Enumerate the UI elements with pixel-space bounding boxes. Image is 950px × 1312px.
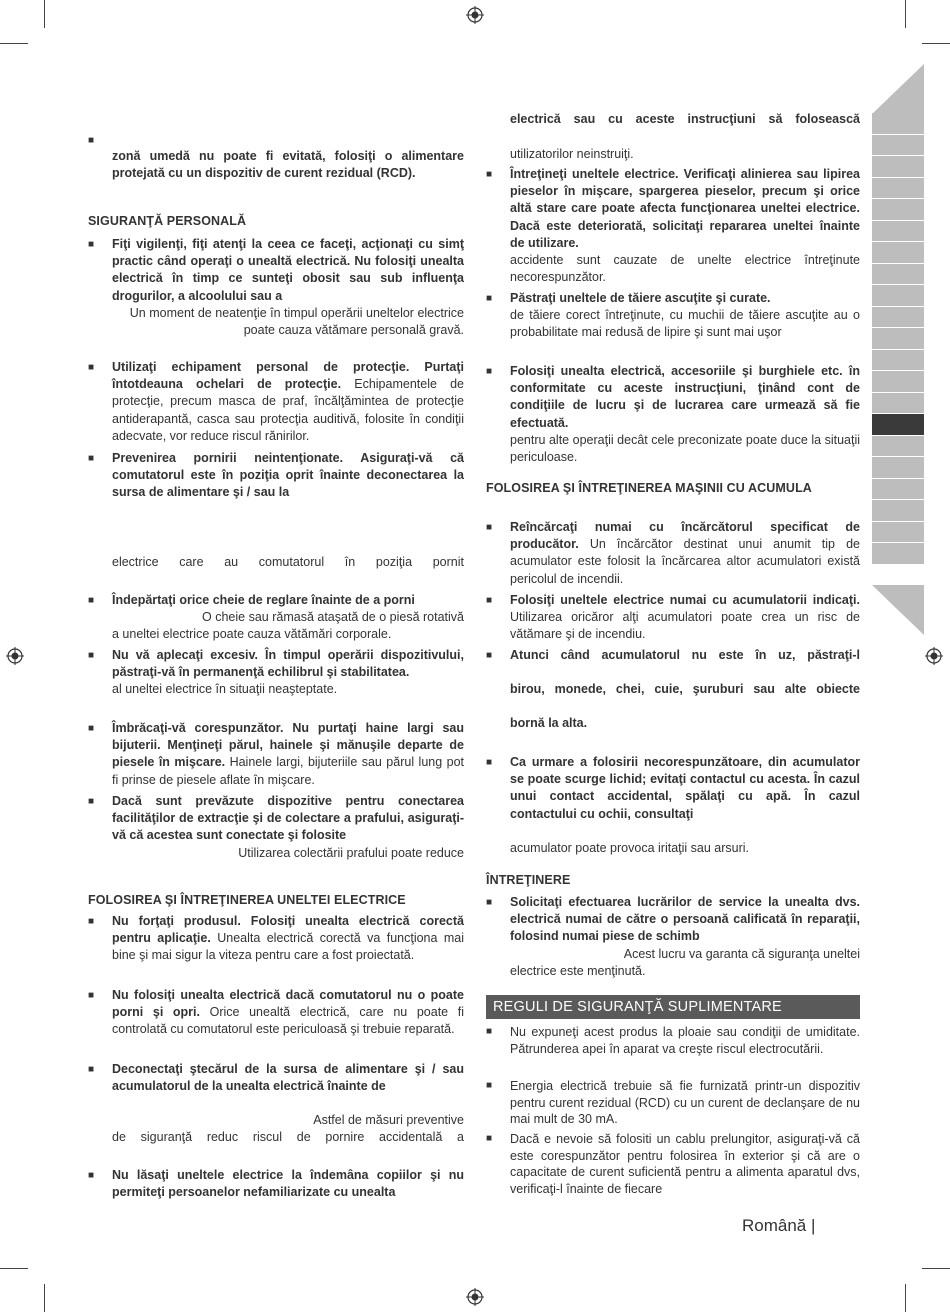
item-text: utilizatorilor neinstruiţi. (510, 147, 634, 162)
list-item (486, 894, 860, 980)
tab-strip-bottom-cap (872, 585, 924, 635)
tab-strip-top-cap (872, 64, 924, 114)
item-text-bold: Folosiţi unealta electrică, accesoriile şi burghiele etc. în conformitate cu aceste instrucţiuni, ţinând cont de condiţiile de lucru şi de lucrarea care urmează să fie efectuată. (510, 364, 860, 430)
registration-mark-icon (925, 647, 943, 665)
item-text-bold: Îndepărtaţi orice cheie de reglare înainte de a porni (112, 593, 415, 607)
bullet-icon: ■ (88, 453, 95, 464)
registration-mark-icon (466, 1288, 484, 1306)
item-text-bold: birou, monede, chei, cuie, şuruburi sau alte obiecte (510, 682, 860, 697)
bullet-icon: ■ (486, 169, 493, 180)
item-text-bold: Reîncărcaţi numai cu încărcătorul specificat de producător. (510, 520, 860, 552)
list-item (88, 793, 464, 862)
item-text: de siguranţă reduc riscul de pornire accidentală a (112, 1130, 464, 1145)
registration-mark-icon (6, 647, 24, 665)
item-text-bold: Dacă sunt prevăzute dispozitive pentru conectarea facilităţilor de extracţie şi de colectare a prafului, asiguraţi-vă că acestea sunt conectate şi folosite (112, 794, 464, 843)
language-tab[interactable] (872, 178, 924, 200)
bullet-icon: ■ (88, 990, 95, 1001)
list-item (486, 592, 860, 644)
item-text-bold: electrică sau cu aceste instrucţiuni să folosească (510, 112, 860, 126)
language-tab[interactable] (872, 393, 924, 415)
language-tab[interactable] (872, 350, 924, 372)
list-item (486, 754, 860, 857)
item-text: Orice unealtă electrică, care nu poate fi controlată cu comutatorul este periculoasă şi trebuie reparată. (112, 1005, 464, 1037)
bullet-icon: ■ (88, 239, 95, 250)
list-item (88, 359, 464, 445)
list-item (486, 290, 860, 342)
item-text: de tăiere corect întreţinute, cu muchii de tăiere ascuţite au o probabilitate mai redusă de lipire şi sunt mai uşor (510, 308, 860, 340)
list-item (486, 1131, 860, 1197)
registration-mark-icon (466, 6, 484, 24)
item-text: O cheie sau rămasă ataşată de o piesă rotativă (202, 610, 464, 625)
list-item (88, 1167, 464, 1201)
bullet-icon: ■ (486, 522, 493, 533)
item-text-bold: Atunci când acumulatorul nu este în uz, păstraţi-l (510, 648, 860, 662)
item-text: Utilizarea oricăror alţi acumulatori poate crea un risc de vătămare şi de incendiu. (510, 610, 860, 642)
item-text: zonă umedă nu poate fi evitată, folosiţi o alimentare protejată cu un dispozitiv de curent rezidual (RCD). (112, 149, 464, 181)
language-tab[interactable] (872, 328, 924, 350)
crop-mark (0, 1268, 28, 1269)
list-item (88, 1061, 464, 1095)
item-text: electrice care au comutatorul în poziţia pornit (112, 555, 464, 569)
list-item (88, 148, 464, 182)
language-tab[interactable] (872, 199, 924, 221)
item-text: accidente sunt cauzate de unelte electrice întreţinute necorespunzător. (510, 253, 860, 285)
item-text-bold: Nu folosiţi unealta electrică dacă comutatorul nu o poate porni şi opri. (112, 988, 464, 1020)
item-text: Utilizarea colectării prafului poate reduce (238, 845, 464, 860)
bullet-icon: ■ (486, 897, 493, 908)
item-text: Energia electrică trebuie să fie furnizată printr-un dispozitiv pentru curent rezidual (RCD) cu un curent de declanşare de nu mai mult de 30 mA. (510, 1079, 860, 1126)
bullet-icon: ■ (88, 362, 95, 373)
bullet-icon: ■ (486, 595, 493, 606)
item-text: Un încărcător destinat unui anumit tip de acumulator este folosit la încărcarea altor acumulatori există pericolul de incendii. (510, 537, 860, 586)
language-tab-active[interactable] (872, 414, 924, 436)
bullet-icon: ■ (88, 135, 95, 146)
page-language-label: Română | (742, 1216, 816, 1235)
list-item (88, 236, 464, 339)
language-tab[interactable] (872, 285, 924, 307)
item-text-bold: Nu lăsaţi uneltele electrice la îndemâna copiilor şi nu permiteţi persoanelor nefamiliarizate cu unealta (112, 1168, 464, 1200)
crop-mark (922, 43, 950, 44)
language-tab[interactable] (872, 543, 924, 565)
list-item-continuation (88, 1112, 464, 1146)
list-item (486, 166, 860, 286)
crop-mark (44, 0, 45, 28)
bullet-icon: ■ (88, 595, 95, 606)
bullet-icon: ■ (88, 796, 95, 807)
bullet-icon: ■ (88, 1064, 95, 1075)
bullet-icon: ■ (486, 1080, 493, 1091)
crop-mark (922, 1268, 950, 1269)
language-tab[interactable] (872, 264, 924, 286)
item-text-bold: Fiţi vigilenţi, fiţi atenţi la ceea ce faceţi, acţionaţi cu simţ practic când operaţi o unealtă electrică. Nu folosiţi unealta electrică în timp ce sunteţi obosit sau sub influenţa drogurilor, a alcoolului sau a (112, 237, 464, 303)
item-text-bold: Păstraţi uneltele de tăiere ascuţite şi curate. (510, 291, 771, 305)
item-text: Hainele largi, bijuteriile sau părul lung pot fi prinse de piesele aflate în mişcare. (112, 755, 464, 787)
item-text-bold: Nu forţaţi produsul. Folosiţi unealta electrică corectă pentru aplicaţie. (112, 914, 464, 946)
item-text-bold: Solicitaţi efectuarea lucrărilor de service la unealta dvs. electrică numai de către o persoană calificată în reparaţii, folosind numai piese de schimb (510, 895, 860, 944)
bullet-icon: ■ (88, 723, 95, 734)
item-text: Unealta electrică corectă va funcţiona mai bine şi mai sigur la viteza pentru care a fost proiectată. (112, 931, 465, 963)
item-text-bold: Nu vă aplecaţi excesiv. În timpul operării dispozitivului, păstraţi-vă în permanenţă echilibrul şi stabilitatea. (112, 648, 464, 680)
bullet-icon: ■ (486, 293, 493, 304)
item-text: pentru alte operaţii decât cele preconizate poate duce la situaţii periculoase. (510, 432, 860, 465)
list-item-continuation (88, 554, 464, 571)
crop-mark (905, 1284, 906, 1312)
item-text: Astfel de măsuri preventive (313, 1113, 464, 1127)
bullet-icon: ■ (486, 650, 493, 661)
list-item (88, 913, 464, 965)
list-item (486, 647, 860, 733)
item-text: Dacă e nevoie să folositi un cablu prelungitor, asiguraţi-vă că este corespunzător pentru folosirea în exterior şi că are o capacitate de curent suficientă pentru a alimenta aparatul dvs, verificaţi-l înainte de fiecare (510, 1132, 860, 1196)
list-item (486, 1078, 860, 1128)
list-item (88, 987, 464, 1039)
section-banner: REGULI DE SIGURANŢĂ SUPLIMENTARE (486, 995, 860, 1019)
item-text-bold: bornă la alta. (510, 716, 588, 731)
language-tab[interactable] (872, 522, 924, 544)
language-tab[interactable] (872, 307, 924, 329)
bullet-icon: ■ (486, 1133, 493, 1144)
item-text-bold: Îmbrăcaţi-vă corespunzător. Nu purtaţi haine largi sau bijuterii. Menţineţi părul, hainele şi mănuşile departe de piesele în mişcare. (112, 721, 464, 770)
bullet-icon: ■ (486, 1026, 493, 1037)
item-text-bold: Utilizaţi echipament personal de protecţie. Purtaţi întotdeauna ochelari de protecţie. (112, 360, 464, 392)
language-tab[interactable] (872, 156, 924, 178)
crop-mark (44, 1284, 45, 1312)
list-item (88, 647, 464, 699)
bullet-icon: ■ (88, 916, 95, 927)
bullet-icon: ■ (88, 1170, 95, 1181)
item-text-bold: Deconectaţi ştecărul de la sursa de alimentare şi / sau acumulatorul de la unealta electrică înainte de (112, 1062, 464, 1094)
item-text-bold: Prevenirea pornirii neintenţionate. Asiguraţi-vă că comutatorul este în poziţia oprit înainte deconectarea la sursa de alimentare şi / sau la (112, 451, 464, 500)
list-item-continuation (486, 111, 860, 163)
list-item (486, 1024, 860, 1057)
bullet-icon: ■ (88, 650, 95, 661)
language-tab[interactable] (872, 371, 924, 393)
section-heading: FOLOSIREA ŞI ÎNTREŢINEREA UNELTEI ELECTRICE (88, 893, 406, 907)
language-tab[interactable] (872, 221, 924, 243)
language-tab[interactable] (872, 479, 924, 501)
bullet-icon: ■ (486, 366, 493, 377)
language-tab[interactable] (872, 500, 924, 522)
section-heading: FOLOSIREA ŞI ÎNTREŢINEREA MAŞINII CU ACUMULA (486, 481, 812, 495)
list-item (486, 363, 860, 466)
item-text: electrice este menţinută. (510, 963, 646, 978)
language-tab[interactable] (872, 113, 924, 135)
bullet-icon: ■ (486, 757, 493, 768)
language-tab[interactable] (872, 436, 924, 458)
item-text: Un moment de neatenţie în timpul operării uneltelor electrice poate cauza vătămare personală gravă. (129, 305, 464, 338)
item-text-bold: Întreţineţi uneltele electrice. Verificaţi alinierea sau lipirea pieselor în mişcare, spargerea pieselor, precum şi orice altă stare care poate afecta funcţionarea uneltei electrice. Dacă este deteriorată, solicitaţi repararea uneltei înainte de utilizare. (510, 167, 860, 250)
item-text: al uneltei electrice în situaţii neaşteptate. (112, 682, 338, 697)
item-text: Echipamentele de protecţie, precum masca de praf, încălţămintea de protecţie antiderapantă, casca sau protecţia auditivă, folosite în condiţii adecvate, vor reduce riscul rănirilor. (112, 377, 464, 443)
item-text: acumulator poate provoca iritaţii sau arsuri. (510, 840, 750, 855)
list-item (486, 519, 860, 588)
list-item (88, 450, 464, 502)
language-tab[interactable] (872, 242, 924, 264)
item-text-bold: Ca urmare a folosirii necorespunzătoare, din acumulator se poate scurge lichid; evitaţi contactul cu acesta. În cazul unui contact accidental, spălaţi cu apă. În cazul contactului cu ochii, consultaţi (510, 755, 860, 821)
language-tab[interactable] (872, 457, 924, 479)
item-text-bold: Folosiţi uneltele electrice numai cu acumulatorii indicaţi. (510, 593, 860, 607)
language-tab-strip (872, 113, 924, 565)
list-item (88, 720, 464, 789)
list-item (88, 592, 464, 644)
item-text: Nu expuneţi acest produs la ploaie sau condiţii de umiditate. Pătrunderea apei în aparat va creşte riscul electrocutării. (510, 1025, 860, 1056)
crop-mark (905, 0, 906, 28)
language-tab[interactable] (872, 135, 924, 157)
section-heading: SIGURANŢĂ PERSONALĂ (88, 214, 247, 228)
section-heading: ÎNTREŢINERE (486, 873, 571, 887)
item-text: a uneltei electrice poate cauza vătămări corporale. (112, 627, 392, 642)
item-text: Acest lucru va garanta că siguranţa uneltei (623, 946, 860, 961)
crop-mark (0, 43, 28, 44)
